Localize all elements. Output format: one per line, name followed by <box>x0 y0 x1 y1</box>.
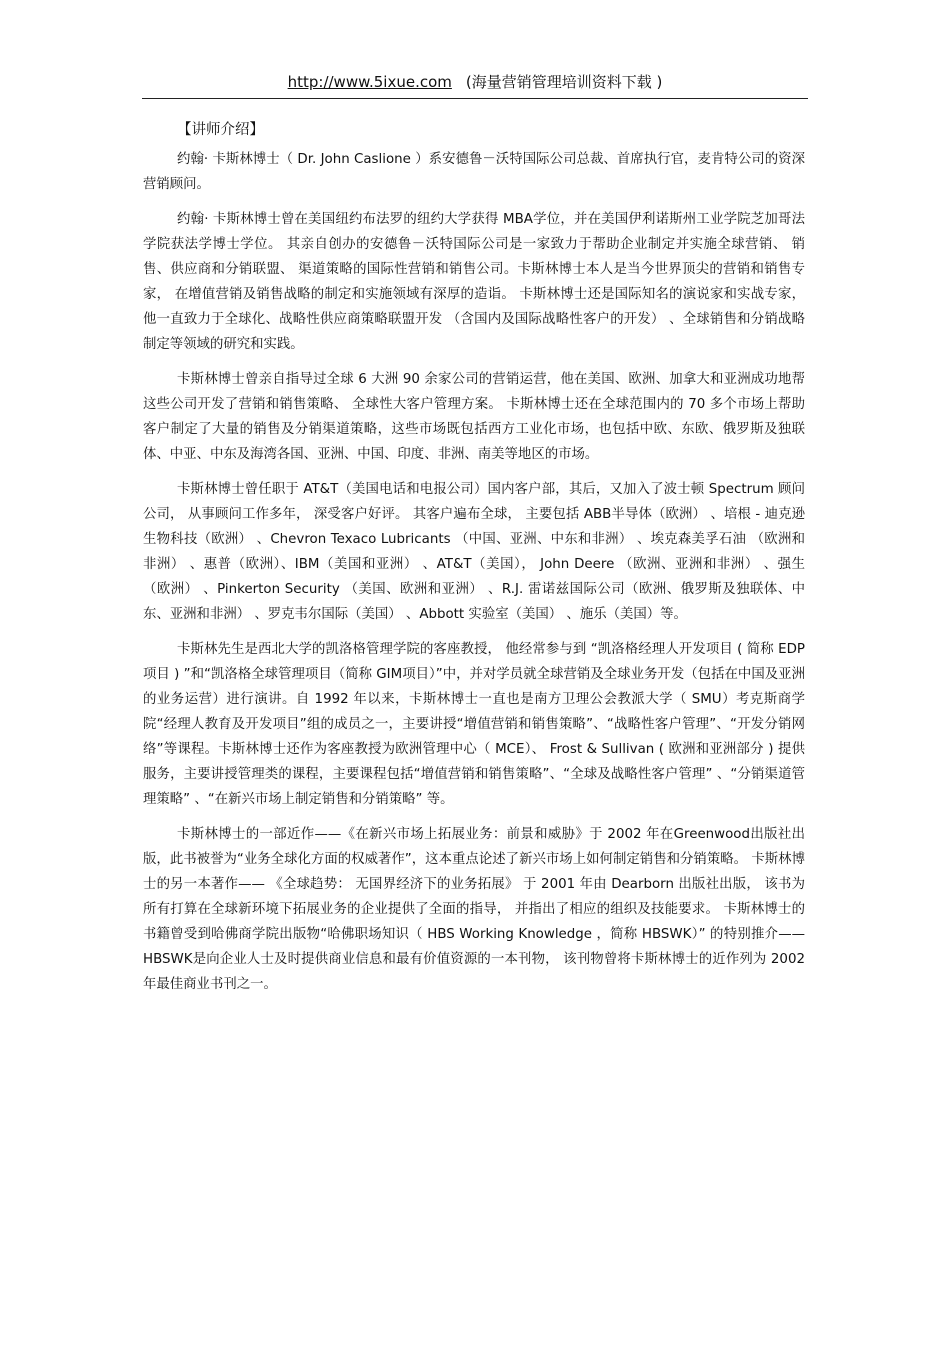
page-header <box>142 70 808 99</box>
paragraph-education: 约翰· 卡斯林博士曾在美国纽约布法罗的纽约大学获得 MBA学位，并在美国伊利诺斯州工业学院芝加哥法学院获法学博士学位。 其亲自创办的安德鲁－沃特国际公司是一家致力于帮助企业制定并实施全球营销、 销售、供应商和分销联盟、 渠道策略的国际性营销和销售公司。卡斯林博士本人是当今世界顶尖的营销和销售专家， 在增值营销及销售战略的制定和实施领域有深厚的造诣。 卡斯林博士还是国际知名的演说家和实战专家， 他一直致力于全球化、战略性供应商策略联盟开发 （含国内及国际战略性客户的开发） 、全球销售和分销战略制定等领域的研究和实践。 <box>143 212 805 352</box>
header-note: (海量营销管理培训资料下载 ) <box>465 73 663 91</box>
section-title: 【讲师介绍】 <box>177 122 264 138</box>
paragraph-intro: 约翰· 卡斯林博士（ Dr. John Caslione ）系安德鲁－沃特国际公司总裁、首席执行官，麦肯特公司的资深营销顾问。 <box>143 152 805 192</box>
site-url-link[interactable]: http://www.5ixue.com <box>287 73 452 91</box>
paragraph-publications: 卡斯林博士的一部近作——《在新兴市场上拓展业务：前景和威胁》于 2002 年在Greenwood出版社出版，此书被誉为“业务全球化方面的权威著作”，这本重点论述了新兴市场上如何制定销售和分销策略。 卡斯林博士的另一本著作—— 《全球趋势： 无国界经济下的业务拓展》 于 2001 年由 Dearborn 出版社出版， 该书为所有打算在全球新环境下拓展业务的企业提供了全面的指导， 并指出了相应的组织及技能要求。 卡斯林博士的书籍曾受到哈佛商学院出版物“哈佛职场知识（ HBS Working Knowledge ，简称 HBSWK）” 的特别推介——HBSWK是向企业人士及时提供商业信息和最有价值资源的一本刊物， 该刊物曾将卡斯林博士的近作列为 2002 年最佳商业书刊之一。 <box>143 827 805 992</box>
paragraph-global-experience: 卡斯林博士曾亲自指导过全球 6 大洲 90 余家公司的营销运营，他在美国、欧洲、加拿大和亚洲成功地帮这些公司开发了营销和销售策略、 全球性大客户管理方案。 卡斯林博士还在全球范围内的 70 多个市场上帮助客户制定了大量的销售及分销渠道策略，这些市场既包括西方工业化市场，也包括中欧、东欧、俄罗斯及独联体、中亚、中东及海湾各国、亚洲、中国、印度、非洲、南美等地区的市场。 <box>143 372 805 462</box>
document-body <box>143 118 805 1007</box>
paragraph-teaching: 卡斯林先生是西北大学的凯洛格管理学院的客座教授， 他经常参与到 “凯洛格经理人开发项目 ( 简称 EDP项目 ) ”和“凯洛格全球管理项目（简称 GIM项目）”中，并对学员就全球营销及全球业务开发（包括在中国及亚洲的业务运营）进行演讲。自 1992 年以来，卡斯林博士一直也是南方卫理公会教派大学（ SMU）考克斯商学院“经理人教育及开发项目”组的成员之一，主要讲授“增值营销和销售策略”、“战略性客户管理”、“开发分销网络”等课程。卡斯林博士还作为客座教授为欧洲管理中心（ MCE）、 Frost & Sullivan ( 欧洲和亚洲部分 ) 提供服务，主要讲授管理类的课程，主要课程包括“增值营销和销售策略”、“全球及战略性客户管理” 、“分销渠道管理策略” 、“在新兴市场上制定销售和分销策略” 等。 <box>143 642 805 807</box>
paragraph-clients: 卡斯林博士曾任职于 AT&T（美国电话和电报公司）国内客户部，其后，又加入了波士顿 Spectrum 顾问公司， 从事顾问工作多年， 深受客户好评。 其客户遍布全球， 主要包括 ABB半导体（欧洲） 、培根 - 迪克逊生物科技（欧洲） 、Chevron Texaco Lubricants （中国、亚洲、中东和非洲） 、埃克森美孚石油 （欧洲和非洲） 、惠普（欧洲）、IBM（美国和亚洲） 、AT&T（美国）， John Deere （欧洲、亚洲和非洲） 、强生（欧洲） 、Pinkerton Security （美国、欧洲和亚洲） 、R.J. 雷诺兹国际公司（欧洲、俄罗斯及独联体、中东、亚洲和非洲） 、罗克韦尔国际（美国） 、Abbott 实验室（美国） 、施乐（美国）等。 <box>143 482 805 622</box>
